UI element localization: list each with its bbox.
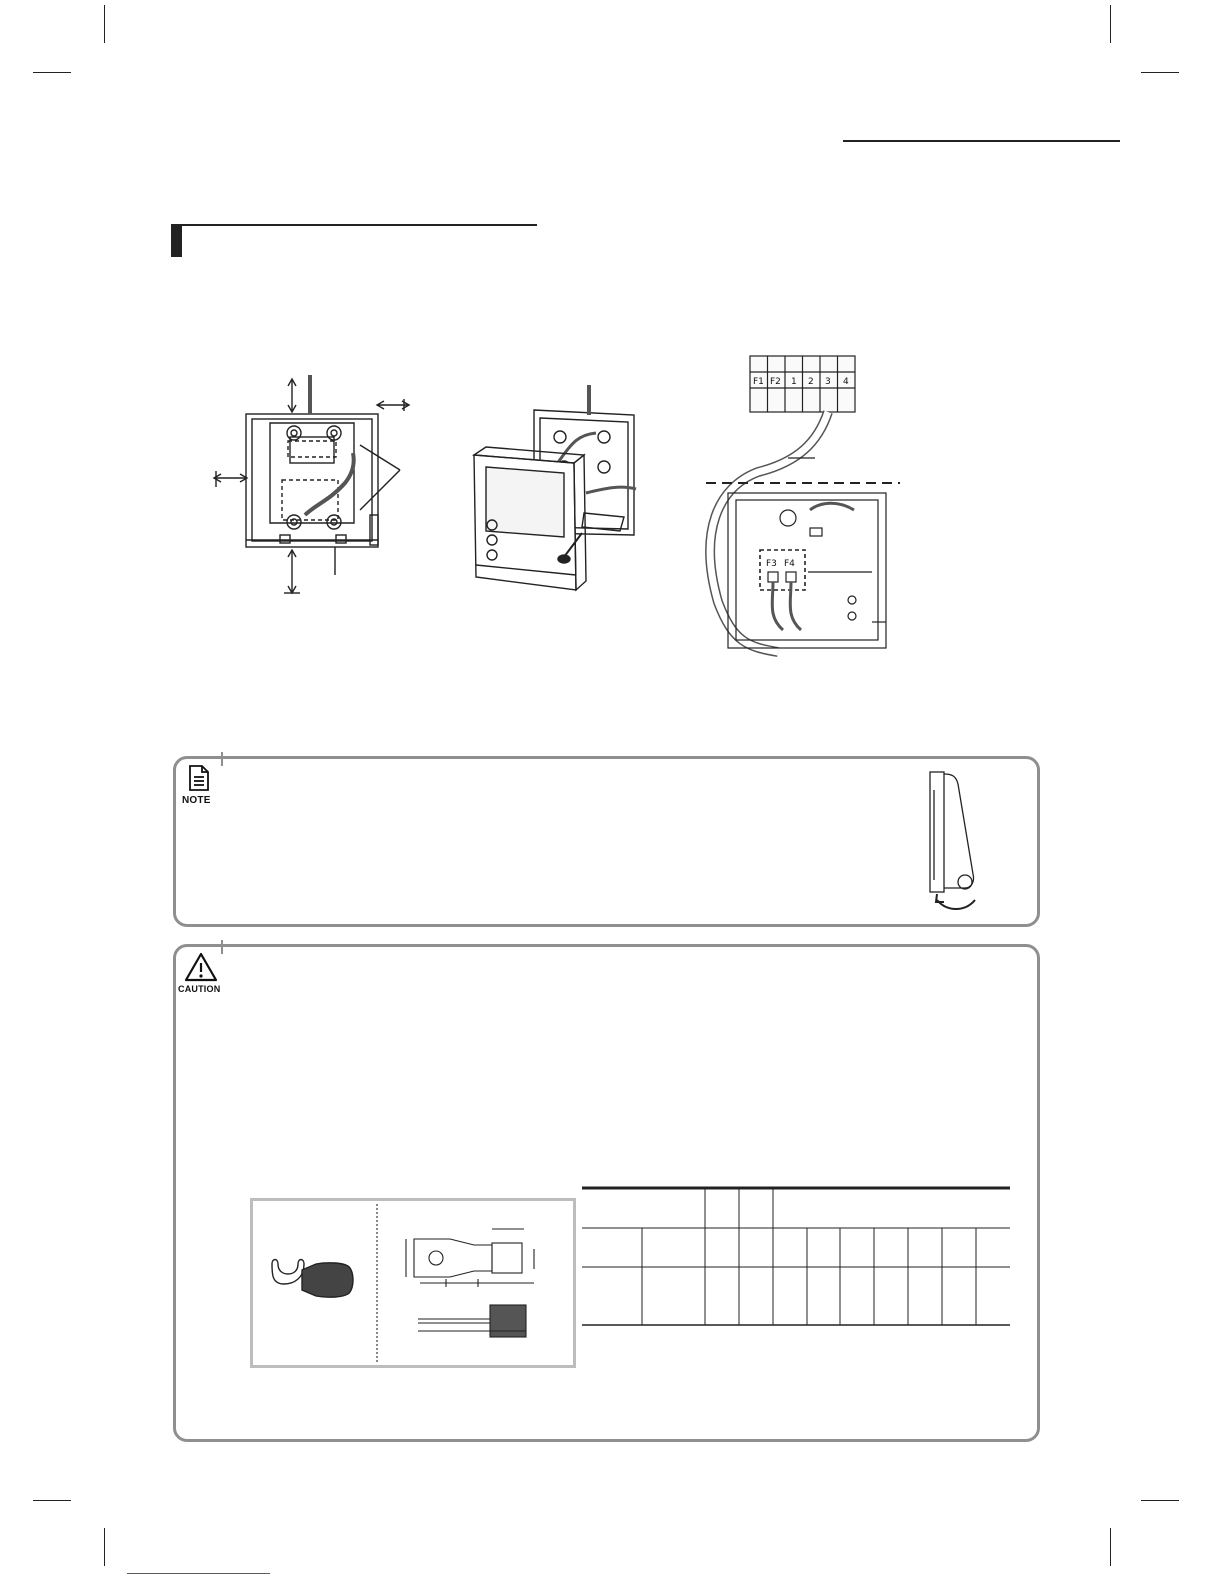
terminal-label-f2: F2 [770, 377, 781, 387]
note-document-icon [186, 764, 212, 792]
terminal-label-3: 3 [825, 377, 831, 387]
ring-lug-spec-table [582, 1185, 1012, 1330]
crop-mark-bottom-right-h [1141, 1500, 1179, 1501]
crop-mark-top-left-h [33, 72, 71, 73]
crop-mark-top-right-h [1141, 72, 1179, 73]
section-heading-bar [171, 224, 182, 257]
caution-box-tick [221, 940, 223, 954]
crop-mark-bottom-right-v [1110, 1528, 1111, 1566]
figure-back-plate-clearance [210, 375, 420, 605]
header-rule [843, 140, 1120, 142]
ring-lug-dimension-drawing [400, 1225, 550, 1345]
note-label: NOTE [182, 795, 211, 806]
pcb-terminal-label-f3: F3 [766, 559, 777, 569]
ring-lug-photo [268, 1250, 358, 1300]
note-box-tick [221, 752, 223, 766]
bottom-link-underline[interactable] [127, 1573, 270, 1574]
figure-controller-assembly [464, 385, 654, 605]
crop-mark-top-left-v [104, 5, 105, 43]
crop-mark-bottom-left-h [33, 1500, 71, 1501]
caution-label: CAUTION [178, 984, 221, 994]
section-heading-rule [171, 224, 537, 226]
terminal-label-f1: F1 [753, 377, 764, 387]
figure-terminal-wiring [700, 350, 900, 655]
lug-figure-divider [376, 1204, 378, 1362]
figure-controller-side-view [925, 770, 985, 920]
crop-mark-top-right-v [1110, 5, 1111, 43]
terminal-label-4: 4 [843, 377, 849, 387]
crop-mark-bottom-left-v [104, 1528, 105, 1566]
terminal-label-1: 1 [791, 377, 797, 387]
note-box [173, 756, 1040, 927]
terminal-label-2: 2 [808, 377, 814, 387]
pcb-terminal-label-f4: F4 [784, 559, 795, 569]
caution-warning-triangle-icon [184, 952, 218, 982]
